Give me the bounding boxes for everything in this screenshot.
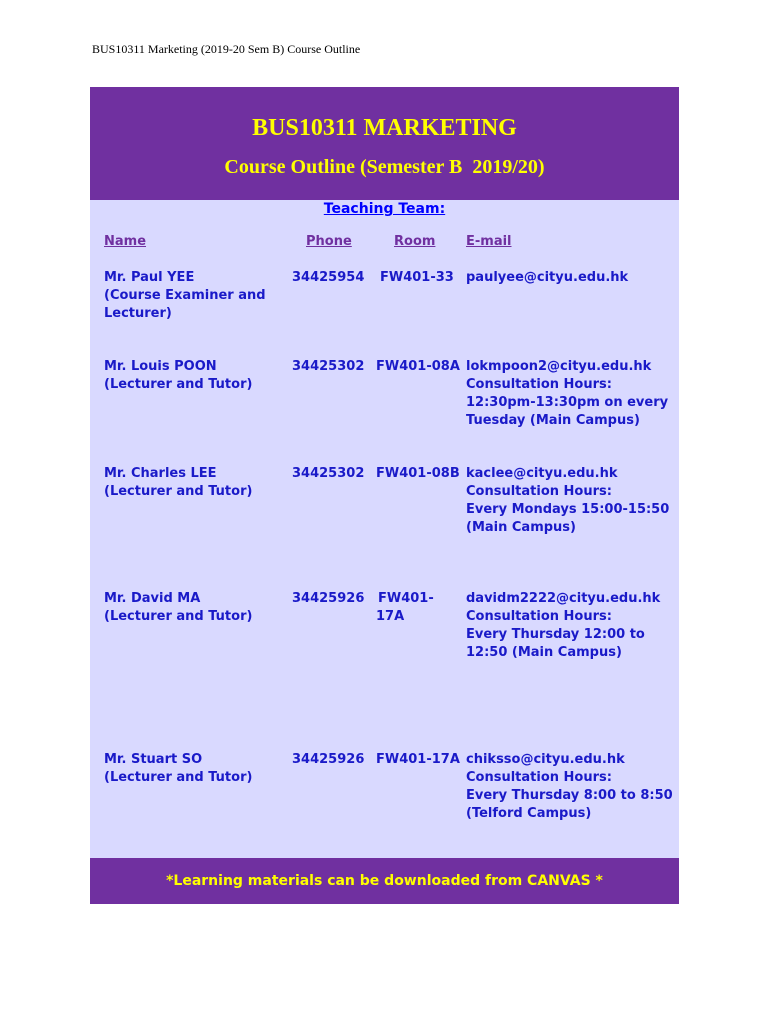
member-phone: 34425302 [292, 466, 365, 481]
member-room [380, 269, 454, 287]
member-name-cell [104, 269, 266, 323]
consultation-line: Consultation Hours: [466, 377, 612, 392]
member-phone: 34425926 [292, 752, 365, 767]
member-name-line: (Course Examiner and [104, 288, 266, 303]
member-name-line: Mr. Louis POON [104, 359, 217, 374]
member-name-line: (Lecturer and Tutor) [104, 484, 253, 499]
course-outline-panel [90, 87, 679, 904]
member-email[interactable]: paulyee@cityu.edu.hk [466, 270, 629, 285]
footer-banner [90, 858, 679, 904]
column-header-name: Name [104, 234, 147, 249]
member-email[interactable]: lokmpoon2@cityu.edu.hk [466, 359, 652, 374]
member-room [376, 358, 460, 376]
consultation-line: Every Mondays 15:00-15:50 [466, 502, 670, 517]
member-contact-cell [466, 358, 668, 430]
member-room-line: FW401-08B [376, 466, 460, 481]
consultation-line: Tuesday (Main Campus) [466, 413, 640, 428]
member-contact-cell [466, 590, 660, 662]
member-email[interactable]: davidm2222@cityu.edu.hk [466, 591, 661, 606]
column-header-email: E-mail [466, 234, 512, 249]
member-contact-cell [466, 269, 628, 287]
consultation-line: (Main Campus) [466, 520, 576, 535]
title-banner [90, 87, 679, 200]
member-phone: 34425926 [292, 591, 365, 606]
running-header: BUS10311 Marketing (2019-20 Sem B) Course Outline [92, 42, 361, 56]
member-email[interactable]: kaclee@cityu.edu.hk [466, 466, 618, 481]
member-name-line: Mr. Stuart SO [104, 752, 203, 767]
member-room-line: FW401-33 [380, 270, 454, 285]
consultation-line: Every Thursday 8:00 to 8:50 [466, 788, 673, 803]
member-room-line: FW401-08A [376, 359, 460, 374]
consultation-line: 12:50 (Main Campus) [466, 645, 622, 660]
member-name-line: Mr. David MA [104, 591, 201, 606]
member-name-line: Mr. Paul YEE [104, 270, 195, 285]
member-room [376, 590, 434, 626]
course-title: BUS10311 MARKETING [252, 115, 517, 141]
member-name-cell [104, 465, 252, 501]
member-room [376, 465, 460, 483]
member-contact-cell [466, 751, 673, 823]
consultation-line: Consultation Hours: [466, 609, 612, 624]
member-contact-cell [466, 465, 669, 537]
member-name-cell [104, 358, 252, 394]
canvas-note: *Learning materials can be downloaded from CANVAS * [166, 873, 603, 889]
column-header-phone: Phone [306, 234, 352, 249]
consultation-line: Consultation Hours: [466, 770, 612, 785]
member-name-line: (Lecturer and Tutor) [104, 377, 253, 392]
member-email[interactable]: chiksso@cityu.edu.hk [466, 752, 625, 767]
column-header-room: Room [394, 234, 436, 249]
member-name-line: Mr. Charles LEE [104, 466, 217, 481]
member-room-line: FW401- [378, 591, 434, 606]
member-room [376, 751, 460, 769]
member-name-cell [104, 751, 252, 787]
teaching-team-heading: Teaching Team: [323, 201, 446, 217]
member-phone: 34425954 [292, 270, 365, 285]
member-phone: 34425302 [292, 359, 365, 374]
member-room-line: 17A [376, 609, 405, 624]
member-name-line: Lecturer) [104, 306, 172, 321]
consultation-line: (Telford Campus) [466, 806, 592, 821]
member-name-cell [104, 590, 252, 626]
member-name-line: (Lecturer and Tutor) [104, 609, 253, 624]
member-name-line: (Lecturer and Tutor) [104, 770, 253, 785]
consultation-line: 12:30pm-13:30pm on every [466, 395, 669, 410]
member-room-line: FW401-17A [376, 752, 460, 767]
consultation-line: Consultation Hours: [466, 484, 612, 499]
consultation-line: Every Thursday 12:00 to [466, 627, 645, 642]
course-subtitle: Course Outline (Semester B 2019/20) [224, 156, 545, 178]
